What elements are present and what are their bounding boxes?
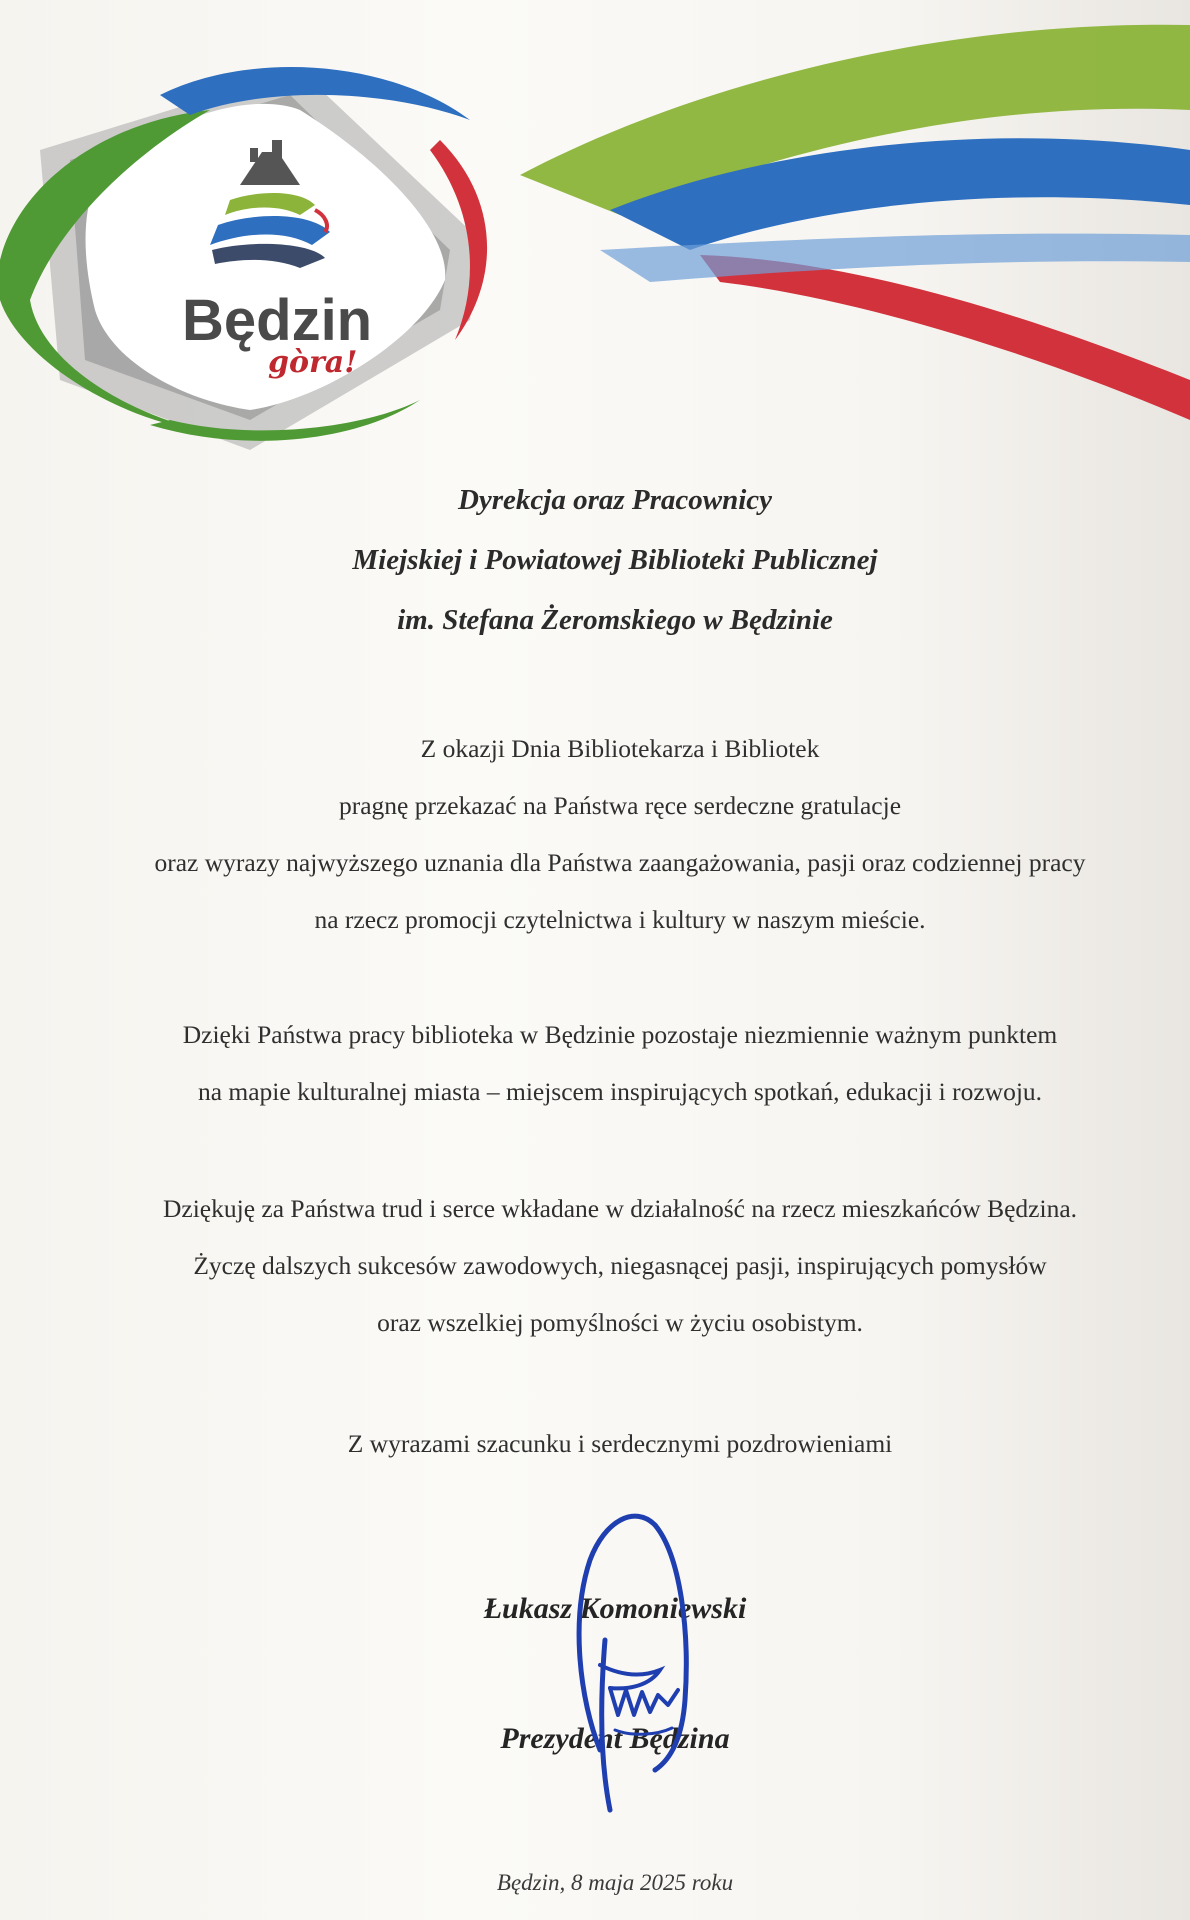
paragraph-2-line-2: na mapie kulturalnej miasta – miejscem inspirujących spotkań, edukacji i rozwoju.: [197, 1077, 1043, 1106]
addressee-line-3: im. Stefana Żeromskiego w Będzinie: [397, 604, 833, 636]
paragraph-1-line-4: na rzecz promocji czytelnictwa i kultury w naszym mieście.: [314, 905, 926, 934]
paragraph-library-role: [40, 1006, 1190, 1120]
paragraph-3-line-2: Życzę dalszych sukcesów zawodowych, niegasnącej pasji, inspirujących pomysłów: [193, 1251, 1047, 1280]
signer-name: Łukasz Komoniewski: [483, 1592, 747, 1625]
handwritten-signature: [560, 1500, 720, 1830]
paragraph-3-line-3: oraz wszelkiej pomyślności w życiu osobistym.: [377, 1308, 863, 1337]
addressee-line-1: Dyrekcja oraz Pracownicy: [457, 484, 773, 516]
paragraph-congratulations: [40, 720, 1190, 948]
closing-line: [40, 1415, 1190, 1472]
paragraph-thanks-wishes: [40, 1180, 1190, 1351]
paragraph-1-line-1: Z okazji Dnia Bibliotekarza i Bibliotek: [420, 734, 820, 763]
paragraph-2-line-1: Dzięki Państwa pracy biblioteka w Będzinie pozostaje niezmiennie ważnym punktem: [182, 1020, 1058, 1049]
svg-text:Będzin: Będzin: [182, 288, 373, 353]
svg-text:gòra!: gòra!: [268, 345, 358, 380]
header-ribbons-and-logo: [0, 0, 1190, 480]
paragraph-1-line-3: oraz wyrazy najwyższego uznania dla Państwa zaangażowania, pasji oraz codziennej pracy: [154, 848, 1086, 877]
addressee-line-2: Miejskiej i Powiatowej Biblioteki Publicznej: [352, 544, 878, 576]
paragraph-3-line-1: Dziękuję za Państwa trud i serce wkładane w działalność na rzecz mieszkańców Będzina.: [162, 1194, 1078, 1223]
paragraph-1-line-2: pragnę przekazać na Państwa ręce serdeczne gratulacje: [338, 791, 902, 820]
signer-title: Prezydent Będzina: [500, 1722, 730, 1755]
place-and-date: Będzin, 8 maja 2025 roku: [496, 1870, 734, 1895]
addressee-block: [0, 470, 1190, 650]
closing-text: Z wyrazami szacunku i serdecznymi pozdrowieniami: [347, 1429, 893, 1458]
